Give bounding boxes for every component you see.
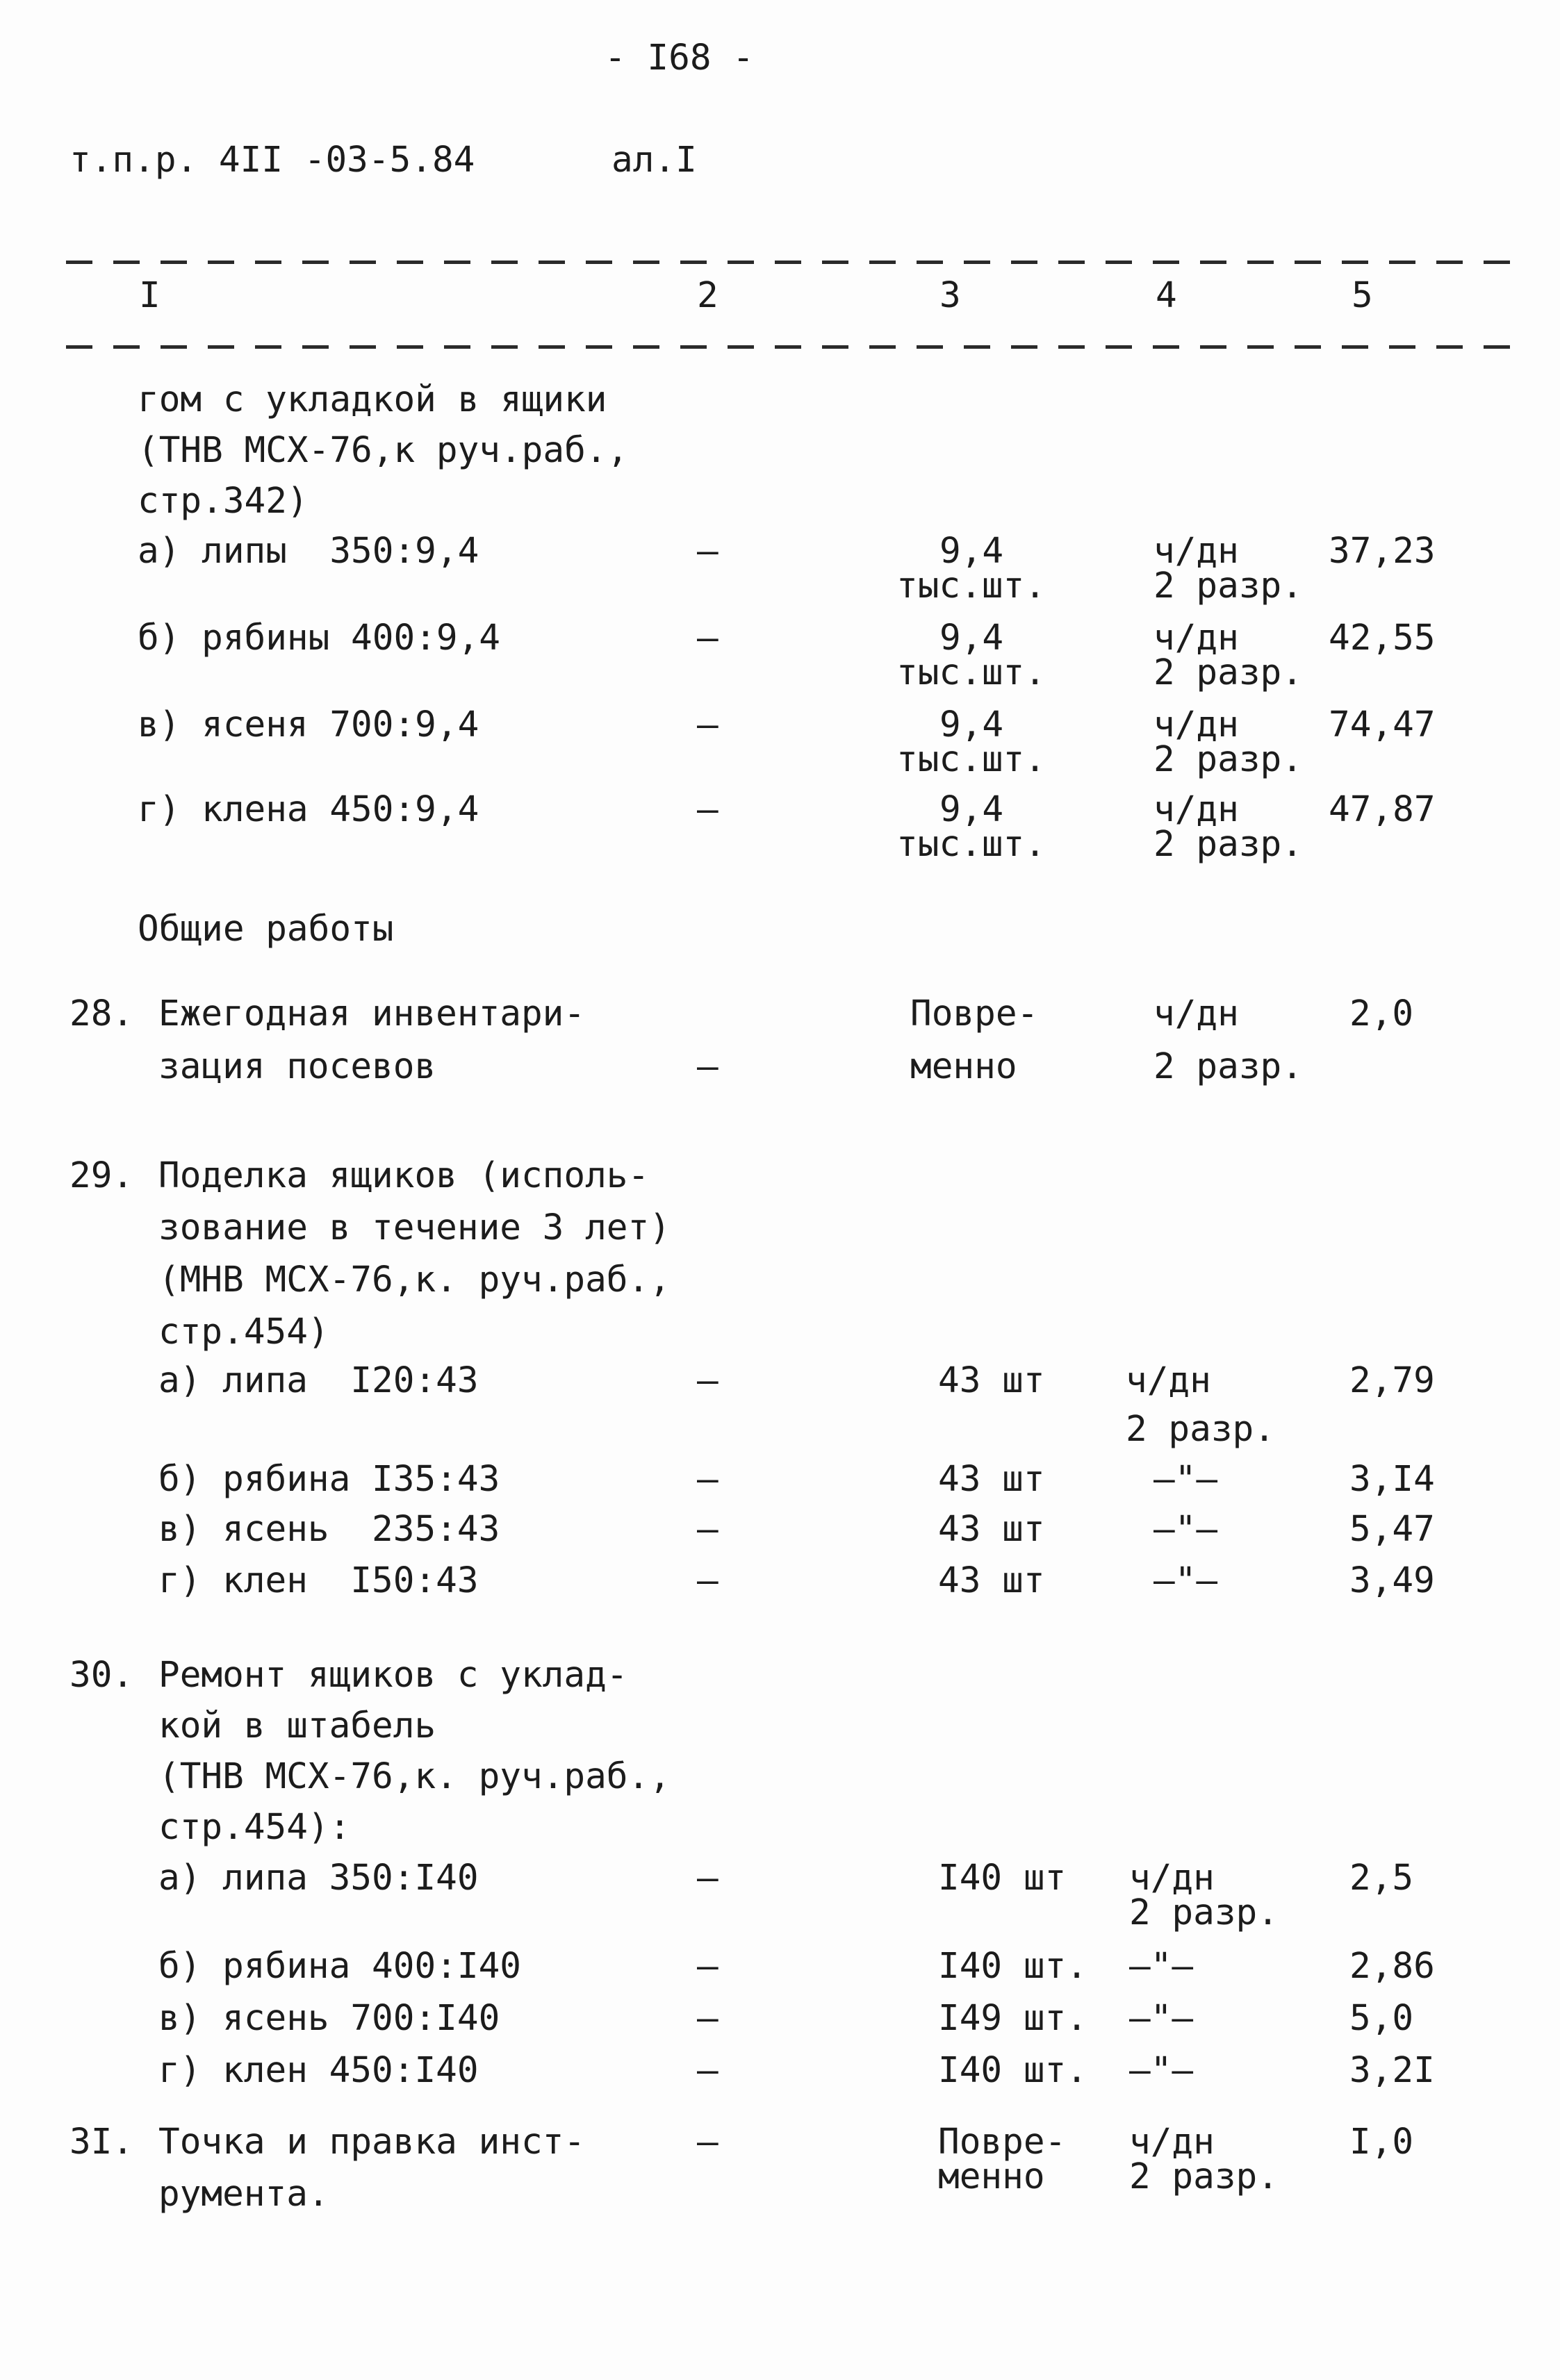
unit-label: ч/дн: [1153, 789, 1239, 830]
quantity-value: 43 шт: [938, 1360, 1045, 1401]
column-header-2: 2: [697, 275, 719, 316]
item-number: 28.: [69, 993, 134, 1034]
item-description: (МНВ МСХ-76,к. руч.раб.,: [158, 1259, 671, 1300]
table-row-name: в) ясень 700:I40: [158, 1998, 500, 2039]
section-title: Общие работы: [138, 909, 394, 950]
dash-mark: –: [697, 1360, 719, 1401]
ditto-mark: –"–: [1153, 1560, 1218, 1601]
table-row-name: г) клена 450:9,4: [138, 789, 479, 830]
unit-label: ч/дн: [1153, 993, 1239, 1034]
value-cell: 2,5: [1349, 1858, 1414, 1899]
quantity-value: I49 шт.: [938, 1998, 1087, 2039]
quantity-value: 9,4: [939, 618, 1004, 659]
dash-mark: –: [697, 1046, 719, 1087]
table-row-name: в) ясень 235:43: [158, 1509, 500, 1550]
dash-mark: –: [697, 531, 719, 572]
dash-mark: –: [697, 1560, 719, 1601]
dash-mark: –: [697, 2050, 719, 2091]
table-row-name: г) клен 450:I40: [158, 2050, 479, 2091]
value-cell: 5,0: [1349, 1998, 1414, 2039]
value-cell: 2,0: [1349, 993, 1414, 1034]
quantity-unit: тыс.шт.: [896, 565, 1046, 606]
value-cell: 74,47: [1329, 704, 1436, 745]
item-description: Ежегодная инвентари-: [158, 993, 586, 1034]
ditto-mark: –"–: [1129, 1946, 1194, 1987]
quantity-unit: тыс.шт.: [896, 824, 1046, 865]
table-row-name: г) клен I50:43: [158, 1560, 479, 1601]
quantity-value: менно: [910, 1046, 1017, 1087]
quantity-value: 43 шт: [938, 1509, 1045, 1550]
quantity-value: I40 шт.: [938, 2050, 1087, 2091]
ditto-mark: –"–: [1129, 2050, 1194, 2091]
intro-line: (ТНВ МСХ-76,к руч.раб.,: [138, 430, 629, 471]
item-number: 30.: [69, 1655, 134, 1696]
dash-mark: –: [697, 704, 719, 745]
quantity-value: менно: [938, 2156, 1045, 2197]
item-description: румента.: [158, 2174, 329, 2215]
item-description: Поделка ящиков (исполь-: [158, 1155, 650, 1196]
dash-mark: –: [697, 618, 719, 659]
value-cell: 47,87: [1329, 789, 1436, 830]
quantity-unit: тыс.шт.: [896, 652, 1046, 693]
column-header-1: I: [139, 275, 161, 316]
quantity-value: 9,4: [939, 704, 1004, 745]
quantity-value: Повре-: [910, 993, 1039, 1034]
value-cell: 3,2I: [1349, 2050, 1435, 2091]
quantity-value: 9,4: [939, 789, 1004, 830]
unit-label: ч/дн: [1153, 704, 1239, 745]
dash-mark: –: [697, 1858, 719, 1899]
table-row-name: б) рябина 400:I40: [158, 1946, 521, 1987]
ditto-mark: –"–: [1153, 1459, 1218, 1500]
grade-label: 2 разр.: [1153, 1046, 1303, 1087]
value-cell: I,0: [1349, 2122, 1414, 2163]
grade-label: 2 разр.: [1153, 824, 1303, 865]
quantity-value: 9,4: [939, 531, 1004, 572]
item-description: зование в течение 3 лет): [158, 1207, 671, 1248]
item-description: зация посевов: [158, 1046, 436, 1087]
quantity-value: I40 шт.: [938, 1946, 1087, 1987]
table-row-name: б) рябина I35:43: [158, 1459, 500, 1500]
column-header-5: 5: [1352, 275, 1373, 316]
quantity-value: Повре-: [938, 2122, 1067, 2163]
grade-label: 2 разр.: [1153, 739, 1303, 780]
unit-label: ч/дн: [1153, 618, 1239, 659]
header-rule-bottom: [66, 345, 1511, 349]
item-description: кой в штабель: [158, 1705, 436, 1746]
item-description: Точка и правка инст-: [158, 2122, 586, 2163]
unit-label: ч/дн: [1129, 2122, 1215, 2163]
value-cell: 42,55: [1329, 618, 1436, 659]
dash-mark: –: [697, 1998, 719, 2039]
grade-label: 2 разр.: [1126, 1409, 1275, 1450]
value-cell: 3,I4: [1349, 1459, 1435, 1500]
grade-label: 2 разр.: [1153, 652, 1303, 693]
table-row-name: б) рябины 400:9,4: [138, 618, 500, 659]
quantity-unit: тыс.шт.: [896, 739, 1046, 780]
unit-label: ч/дн: [1153, 531, 1239, 572]
quantity-value: 43 шт: [938, 1560, 1045, 1601]
intro-line: стр.342): [138, 481, 309, 522]
quantity-value: 43 шт: [938, 1459, 1045, 1500]
item-description: Ремонт ящиков с уклад-: [158, 1655, 628, 1696]
dash-mark: –: [697, 1946, 719, 1987]
item-description: стр.454):: [158, 1807, 351, 1848]
unit-label: ч/дн: [1126, 1360, 1211, 1401]
ditto-mark: –"–: [1153, 1509, 1218, 1550]
table-row-name: а) липа I20:43: [158, 1360, 479, 1401]
quantity-value: I40 шт: [938, 1858, 1067, 1899]
ditto-mark: –"–: [1129, 1998, 1194, 2039]
grade-label: 2 разр.: [1153, 565, 1303, 606]
value-cell: 5,47: [1349, 1509, 1435, 1550]
item-description: (ТНВ МСХ-76,к. руч.раб.,: [158, 1756, 671, 1797]
item-number: 3I.: [69, 2122, 134, 2163]
page-number: - I68 -: [605, 38, 754, 78]
column-header-4: 4: [1156, 275, 1177, 316]
dash-mark: –: [697, 789, 719, 830]
sheet-label: ал.I: [611, 140, 697, 181]
value-cell: 37,23: [1329, 531, 1436, 572]
header-rule-top: [66, 261, 1511, 264]
table-row-name: а) липа 350:I40: [158, 1858, 479, 1899]
grade-label: 2 разр.: [1129, 1892, 1279, 1933]
item-number: 29.: [69, 1155, 134, 1196]
value-cell: 3,49: [1349, 1560, 1435, 1601]
column-header-3: 3: [939, 275, 961, 316]
intro-line: гом с укладкой в ящики: [138, 379, 607, 420]
dash-mark: –: [697, 2122, 719, 2163]
table-row-name: а) липы 350:9,4: [138, 531, 479, 572]
item-description: стр.454): [158, 1312, 329, 1353]
value-cell: 2,79: [1349, 1360, 1435, 1401]
grade-label: 2 разр.: [1129, 2156, 1279, 2197]
dash-mark: –: [697, 1459, 719, 1500]
unit-label: ч/дн: [1129, 1858, 1215, 1899]
table-row-name: в) ясеня 700:9,4: [138, 704, 479, 745]
value-cell: 2,86: [1349, 1946, 1435, 1987]
document-code: т.п.р. 4II -03-5.84: [69, 140, 475, 181]
dash-mark: –: [697, 1509, 719, 1550]
